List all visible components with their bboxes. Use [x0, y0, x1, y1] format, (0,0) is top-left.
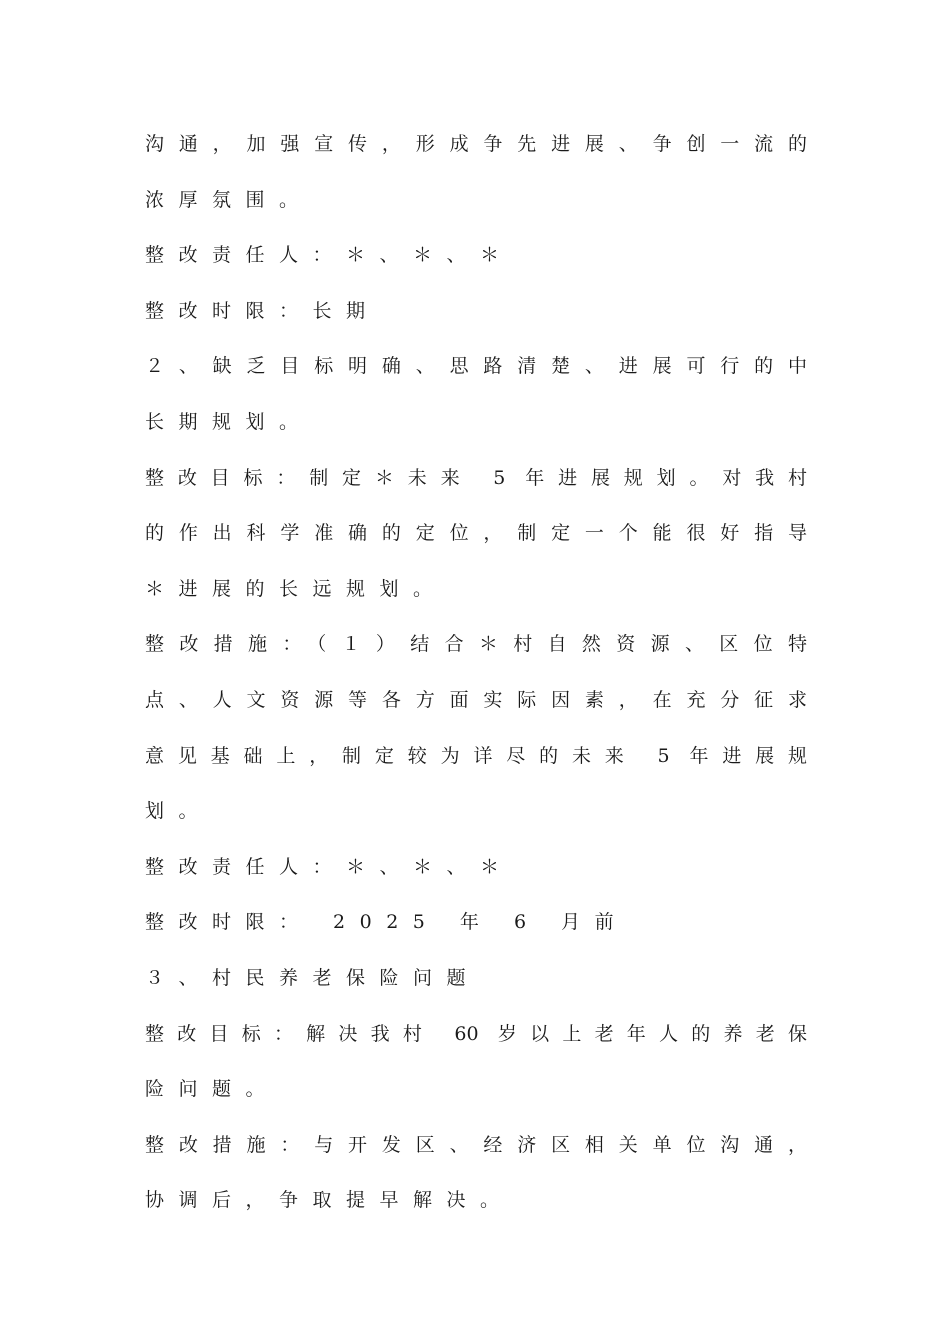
- paragraph-line: 整改责任人：＊、＊、＊: [145, 244, 514, 267]
- paragraph-line: 长期规划。: [145, 410, 313, 433]
- paragraph-line: 点、人文资源等各方面实际因素，在充分征求: [145, 688, 807, 711]
- paragraph-line: 整改目标：制定＊未来 5 年进展规划。对我村: [145, 466, 807, 489]
- document-body: [145, 117, 807, 1229]
- paragraph-line: 整改措施：与开发区、经济区相关单位沟通，: [145, 1133, 807, 1156]
- paragraph-line: 沟通，加强宣传，形成争先进展、争创一流的: [145, 133, 807, 155]
- paragraph-line: 整改时限： 2025 年 6 月前: [145, 911, 629, 934]
- section-heading-line: ３、村民养老保险问题: [145, 966, 481, 989]
- section-heading-line: ２、缺乏目标明确、思路清楚、进展可行的中: [145, 355, 807, 378]
- paragraph-line: 整改时限：长期: [145, 299, 380, 322]
- paragraph-line: 浓厚氛围。: [145, 188, 313, 211]
- paragraph-line: 整改目标：解决我村 60 岁以上老年人的养老保: [145, 1022, 807, 1045]
- paragraph-line: 的作出科学准确的定位，制定一个能很好指导: [145, 522, 807, 545]
- paragraph-line: 协调后，争取提早解决。: [145, 1189, 514, 1212]
- paragraph-line: 意见基础上，制定较为详尽的未来 5 年进展规: [145, 744, 807, 767]
- paragraph-line: 险问题。: [145, 1078, 280, 1101]
- paragraph-line: 整改责任人：＊、＊、＊: [145, 855, 514, 878]
- paragraph-line: 整改措施：（１）结合＊村自然资源、区位特: [145, 633, 807, 656]
- paragraph-line: ＊进展的长远规划。: [145, 577, 447, 600]
- paragraph-line: 划。: [145, 800, 213, 823]
